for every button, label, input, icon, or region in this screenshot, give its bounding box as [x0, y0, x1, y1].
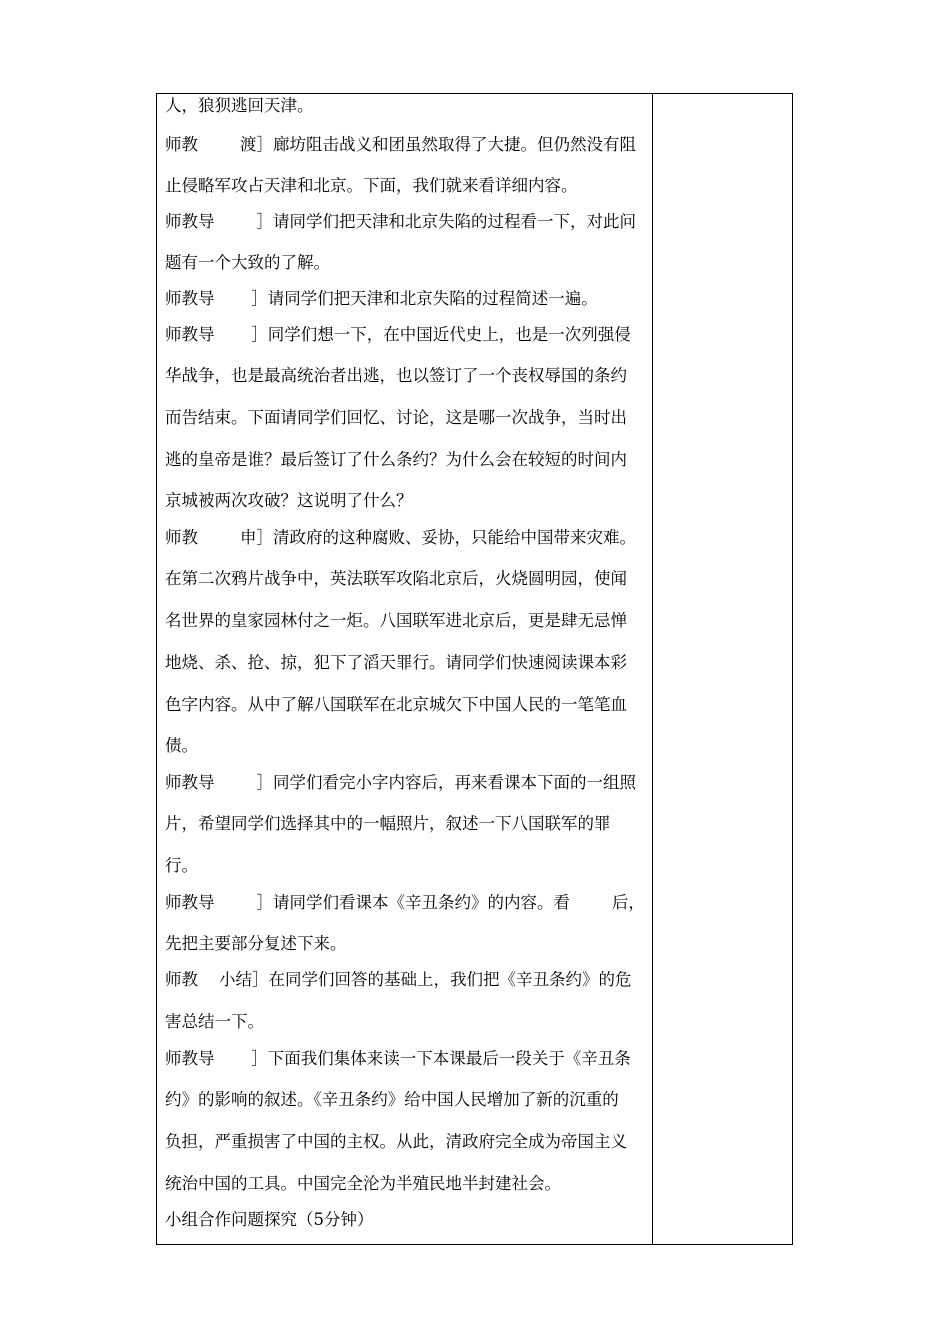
text-line: 而告结束。下面请同学们回忆、讨论，这是哪一次战争，当时出: [165, 408, 627, 427]
text-line: 债。: [165, 736, 198, 755]
text-line: 色字内容。从中了解八国联军在北京城欠下中国人民的一笔笔血: [165, 695, 627, 714]
text-line: 负担，严重损害了中国的主权。从此，清政府完全成为帝国主义: [165, 1132, 627, 1151]
text-line: 京城被两次攻破？这说明了什么？: [165, 491, 413, 510]
text-line: 题有一个大致的了解。: [165, 253, 330, 272]
text-line: 人，狼狈逃回天津。: [165, 96, 314, 115]
text-line: 师教 申］清政府的这种腐败、妥协，只能给中国带来灾难。: [165, 528, 636, 547]
text-line: 行。: [165, 856, 198, 875]
column-divider: [652, 94, 653, 1244]
text-line: 师教 小结］在同学们回答的基础上，我们把《辛丑条约》的危: [165, 970, 632, 989]
text-line: 统治中国的工具。中国完全沦为半殖民地半封建社会。: [165, 1174, 561, 1193]
text-line: 师教导 ］请同学们把天津和北京失陷的过程简述一遍。: [165, 289, 598, 308]
text-line: 先把主要部分复述下来。: [165, 934, 347, 953]
text-line: 师教导 ］请同学们看课本《辛丑条约》的内容。看 后，: [165, 893, 645, 912]
text-line: 害总结一下。: [165, 1012, 264, 1031]
text-line: 师教导 ］同学们想一下，在中国近代史上，也是一次列强侵: [165, 325, 631, 344]
text-line: 师教导 ］请同学们把天津和北京失陷的过程看一下，对此问: [165, 212, 636, 231]
text-line: 小组合作问题探究（5分钟）: [165, 1210, 374, 1229]
text-line: 师教导 ］同学们看完小字内容后，再来看课本下面的一组照: [165, 773, 636, 792]
text-line: 师教导 ］下面我们集体来读一下本课最后一段关于《辛丑条: [165, 1049, 631, 1068]
text-line: 止侵略军攻占天津和北京。下面，我们就来看详细内容。: [165, 176, 578, 195]
text-line: 地烧、杀、抢、掠，犯下了滔天罪行。请同学们快速阅读课本彩: [165, 653, 627, 672]
lesson-table: [156, 93, 793, 1245]
text-line: 逃的皇帝是谁？最后签订了什么条约？为什么会在较短的时间内: [165, 450, 627, 469]
text-line: 片，希望同学们选择其中的一幅照片，叙述一下八国联军的罪: [165, 814, 611, 833]
text-line: 约》的影响的叙述。《辛丑条约》给中国人民增加了新的沉重的: [165, 1090, 619, 1109]
text-line: 华战争，也是最高统治者出逃，也以签订了一个丧权辱国的条约: [165, 366, 627, 385]
text-line: 名世界的皇家园林付之一炬。八国联军进北京后，更是肆无忌惮: [165, 611, 627, 630]
text-line: 在第二次鸦片战争中，英法联军攻陷北京后，火烧圆明园，使闻: [165, 569, 627, 588]
text-line: 师教 渡］廊坊阻击战义和团虽然取得了大捷。但仍然没有阻: [165, 135, 636, 154]
